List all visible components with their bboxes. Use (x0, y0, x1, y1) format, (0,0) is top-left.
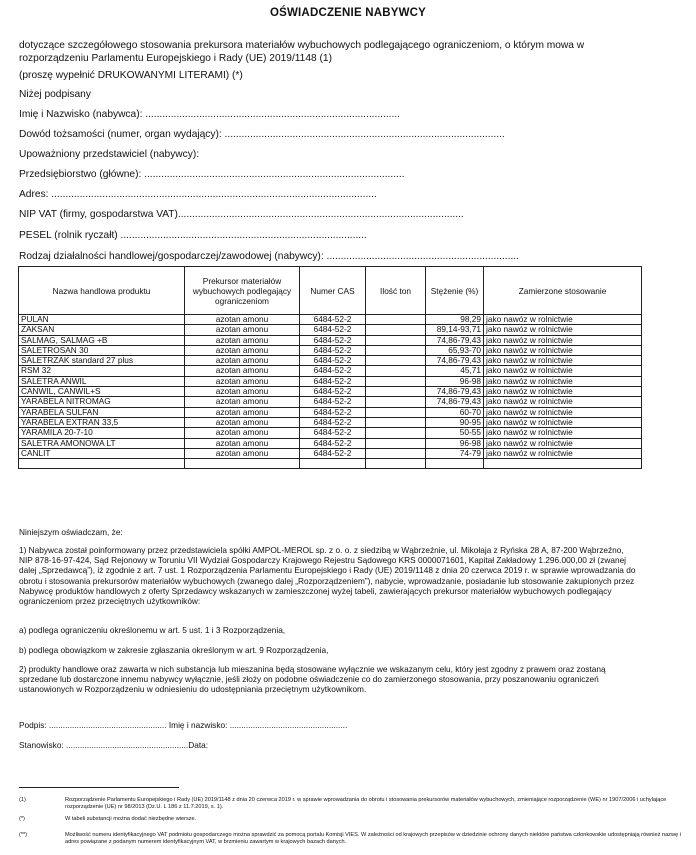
table-cell: 6484-52-2 (300, 397, 366, 407)
table-row (19, 315, 642, 325)
page-title: OŚWIADCZENIE NABYWCY (269, 7, 427, 19)
table-cell[interactable] (366, 407, 426, 417)
table-cell: SALETRA ANWIL (19, 376, 185, 386)
table-cell[interactable] (366, 397, 426, 407)
table-cell: 89,14-93,71 (426, 325, 484, 335)
table-cell: azotan amonu (185, 448, 300, 458)
declaration-lead: Niniejszym oświadczam, że: (19, 527, 123, 537)
declaration-point-b: b) podlega obowiązkom w zakresie zgłaszania określonym w art. 9 Rozporządzenia, (19, 645, 329, 655)
table-cell: 6484-52-2 (300, 325, 366, 335)
table-header-row (19, 267, 642, 315)
table-cell: jako nawóz w rolnictwie (484, 325, 642, 335)
table-row (19, 428, 642, 438)
table-row (19, 387, 642, 397)
table-row (19, 459, 642, 469)
footnote-text: W tabeli substancji można dodać niezbędne wiersze. (65, 816, 197, 822)
table-row (19, 325, 642, 335)
table-row (19, 417, 642, 427)
table-cell: 6484-52-2 (300, 387, 366, 397)
column-header: Ilość ton (366, 267, 426, 315)
table-cell (185, 459, 300, 469)
table-cell: 6484-52-2 (300, 438, 366, 448)
table-cell: 90-95 (426, 417, 484, 427)
column-header: Numer CAS (300, 267, 366, 315)
table-cell: jako nawóz w rolnictwie (484, 407, 642, 417)
enterprise-field[interactable]: Przedsiębiorstwo (główne): ............................................................................................ (19, 169, 405, 180)
table-cell: jako nawóz w rolnictwie (484, 356, 642, 366)
table-cell (484, 459, 642, 469)
table-cell: azotan amonu (185, 417, 300, 427)
table-cell[interactable] (366, 315, 426, 325)
table-cell: SALMAG, SALMAG +B (19, 335, 185, 345)
table-cell[interactable] (366, 356, 426, 366)
table-cell: jako nawóz w rolnictwie (484, 335, 642, 345)
table-cell[interactable] (366, 438, 426, 448)
table-cell: 6484-52-2 (300, 366, 366, 376)
table-cell (426, 459, 484, 469)
footnote-text: Możliwość numeru identyfikacyjnego VAT podmiotu gospodarczego można sprawdzić za pomocą portalu Komisji VIES. W zależności od krajowych przepisów w dziedzinie ochrony danych niektóre państwa członkowskie udostępniają również nazwę i adres powiązane z podanym numerem identyfikacyjnym VAT, w brzmieniu zawartym w krajowych bazach danych. (65, 832, 681, 845)
address-field[interactable]: Adres: ................................................................................................................... (19, 189, 377, 200)
activity-field[interactable]: Rodzaj działalności handlowej/gospodarczej/zawodowej (nabywcy): .................................................................... (19, 251, 519, 262)
table-cell: jako nawóz w rolnictwie (484, 417, 642, 427)
table-cell: 6484-52-2 (300, 315, 366, 325)
table-cell: jako nawóz w rolnictwie (484, 387, 642, 397)
declaration-point-1: 1) Nabywca został poinformowany przez przedstawiciela spółki AMPOL-MEROL sp. z o. o. z siedzibą w Wąbrzeźnie, ul. Mikołaja z Ryńska 28 A, 87-200 Wąbrzeźno, NIP 878-16-97-424, Sąd Rejonowy w Toruniu VII Wydział Gospodarczy Krajowego Rejestru Sądowego KRS 0000071601, Kapitał Zakładowy 1.296.000,00 zł (zwanej dalej „Sprzedawcą”), iż zgodnie z art. 7 ust. 1 Rozporządzenia Parlamentu Europejskiego i Rady (UE) 2019/1148 z dnia 20 czerwca 2019 r. w sprawie wprowadzania do obrotu i stosowania prekursorów materiałów wybuchowych (zwanego dalej „Rozporządzeniem”), nabycie, wprowadzanie, posiadanie lub stosowanie zakupionych przez Nabywcę produktów handlowych z oferty Sprzedawcy wskazanych w zamieszczonej wyżej tabeli, zawierających prekursor materiałów wybuchowych podlegający ograniczeniom przez przeciętnych użytkowników: (19, 545, 636, 607)
table-row (19, 407, 642, 417)
table-cell: azotan amonu (185, 345, 300, 355)
table-cell: 74,86-79,43 (426, 356, 484, 366)
table-cell: azotan amonu (185, 356, 300, 366)
footnote-text: Rozporządzenie Parlamentu Europejskiego i Rady (UE) 2019/1148 z dnia 20 czerwca 2019 r. w sprawie wprowadzania do obrotu i stosowania prekursorów materiałów wybuchowych, zmieniające rozporządzenie (WE) nr 1907/2006 i uchylające rozporządzenie (UE) nr 98/2013 (Dz.U. L 186 z 11.7.2019, s. 1). (65, 797, 667, 810)
table-cell: RSM 32 (19, 366, 185, 376)
table-cell: YARABELA SULFAN (19, 407, 185, 417)
table-cell: 65,93-70 (426, 345, 484, 355)
table-cell: azotan amonu (185, 387, 300, 397)
table-cell: azotan amonu (185, 376, 300, 386)
table-row (19, 335, 642, 345)
table-cell: ZAKSAN (19, 325, 185, 335)
table-cell: 6484-52-2 (300, 345, 366, 355)
footnote-mark: (*) (19, 816, 25, 822)
table-cell[interactable] (366, 428, 426, 438)
table-cell: jako nawóz w rolnictwie (484, 448, 642, 458)
table-cell: 6484-52-2 (300, 356, 366, 366)
table-cell: jako nawóz w rolnictwie (484, 366, 642, 376)
table-row (19, 448, 642, 458)
footnote-divider (19, 787, 179, 788)
table-cell[interactable] (366, 387, 426, 397)
table-cell: jako nawóz w rolnictwie (484, 428, 642, 438)
table-cell: jako nawóz w rolnictwie (484, 397, 642, 407)
declaration-point-a: a) podlega ograniczeniu określonemu w art. 5 ust. 1 i 3 Rozporządzenia, (19, 625, 286, 635)
column-header: Nazwa handlowa produktu (19, 267, 185, 315)
table-cell: 74,86-79,43 (426, 387, 484, 397)
table-cell: CANLIT (19, 448, 185, 458)
table-cell: 60-70 (426, 407, 484, 417)
table-cell: jako nawóz w rolnictwie (484, 438, 642, 448)
table-cell: azotan amonu (185, 366, 300, 376)
products-table (18, 266, 642, 469)
table-cell: 6484-52-2 (300, 428, 366, 438)
table-cell: 74,86-79,43 (426, 335, 484, 345)
table-cell: SALETROSAN 30 (19, 345, 185, 355)
footnote-mark: (**) (19, 832, 28, 838)
table-cell[interactable] (366, 366, 426, 376)
table-cell: 45,71 (426, 366, 484, 376)
signature-line[interactable]: Podpis: ................................................... Imię i nazwisko: ................................................... (19, 720, 348, 730)
table-row (19, 345, 642, 355)
table-row (19, 376, 642, 386)
table-cell: 74-79 (426, 448, 484, 458)
table-cell[interactable] (366, 459, 426, 469)
table-cell[interactable] (366, 448, 426, 458)
table-cell: azotan amonu (185, 315, 300, 325)
table-cell: 96-98 (426, 376, 484, 386)
table-cell: azotan amonu (185, 407, 300, 417)
table-cell: azotan amonu (185, 397, 300, 407)
table-cell: YARAMILA 20-7-10 (19, 428, 185, 438)
table-cell (19, 459, 185, 469)
table-cell (300, 459, 366, 469)
table-cell[interactable] (366, 325, 426, 335)
table-cell: jako nawóz w rolnictwie (484, 315, 642, 325)
undersigned-label: Niżej podpisany (19, 89, 91, 100)
table-cell: azotan amonu (185, 335, 300, 345)
table-cell: jako nawóz w rolnictwie (484, 345, 642, 355)
column-header: Prekursor materiałów wybuchowych podlegający ograniczeniom (185, 267, 300, 315)
declaration-point-2: 2) produkty handlowe oraz zawarta w nich substancja lub mieszanina będą stosowane wyłącznie we wskazanym celu, który jest zgodny z prawem oraz zostaną sprzedane lub dostarczone innemu nabywcy wyłącznie, jeśli złoży on podobne oświadczenie co do zamierzonego stosowania, przy poszanowaniu ograniczeń ustanowionych w Rozporządzeniu w odniesieniu do udostępniania przeciętnym użytkownikom. (19, 664, 606, 695)
table-cell: SALETRZAK standard 27 plus (19, 356, 185, 366)
table-cell: 74,86-79,43 (426, 397, 484, 407)
table-row (19, 438, 642, 448)
table-cell: jako nawóz w rolnictwie (484, 376, 642, 386)
name-field[interactable]: Imię i Nazwisko (nabywca): .......................................................................................... (19, 109, 400, 120)
table-cell: 6484-52-2 (300, 376, 366, 386)
position-date-line[interactable]: Stanowisko: .....................................................Data: (19, 740, 209, 750)
table-cell: SALETRA AMONOWA LT (19, 438, 185, 448)
column-header: Zamierzone stosowanie (484, 267, 642, 315)
table-cell[interactable] (366, 376, 426, 386)
table-cell[interactable] (366, 417, 426, 427)
table-cell: 6484-52-2 (300, 407, 366, 417)
intro-text: dotyczące szczegółowego stosowania prekursora materiałów wybuchowych podlegającego ograniczeniom, o którym mowa w rozporządzeniu Parlamentu Europejskiego i Rady (UE) 2019/1148 (1) (19, 40, 585, 64)
table-row (19, 397, 642, 407)
representative-field[interactable]: Upoważniony przedstawiciel (nabywcy): (19, 149, 200, 160)
table-row (19, 366, 642, 376)
table-cell: 98,29 (426, 315, 484, 325)
table-cell: azotan amonu (185, 428, 300, 438)
table-cell: 6484-52-2 (300, 417, 366, 427)
table-cell: azotan amonu (185, 325, 300, 335)
pesel-field[interactable]: PESEL (rolnik ryczałt) ....................................................................................... (19, 230, 367, 241)
nip-field[interactable]: NIP VAT (firmy, gospodarstwa VAT)..................................................................................................... (19, 209, 464, 220)
table-row (19, 356, 642, 366)
table-cell: YARABELA EXTRAN 33,5 (19, 417, 185, 427)
table-cell: CANWIL, CANWIL+S (19, 387, 185, 397)
id-document-field[interactable]: Dowód tożsamości (numer, organ wydający): ................................................................................................... (19, 129, 505, 140)
table-cell: 96-98 (426, 438, 484, 448)
table-cell: YARABELA NITROMAG (19, 397, 185, 407)
footnote-mark: (1) (19, 797, 26, 803)
table-cell: PULAN (19, 315, 185, 325)
table-cell: 50-55 (426, 428, 484, 438)
table-cell: 6484-52-2 (300, 335, 366, 345)
table-cell: azotan amonu (185, 438, 300, 448)
intro-note: (proszę wypełnić DRUKOWANYMI LITERAMI) (*) (19, 70, 243, 81)
table-cell: 6484-52-2 (300, 448, 366, 458)
table-cell[interactable] (366, 345, 426, 355)
table-cell[interactable] (366, 335, 426, 345)
column-header: Stężenie (%) (426, 267, 484, 315)
